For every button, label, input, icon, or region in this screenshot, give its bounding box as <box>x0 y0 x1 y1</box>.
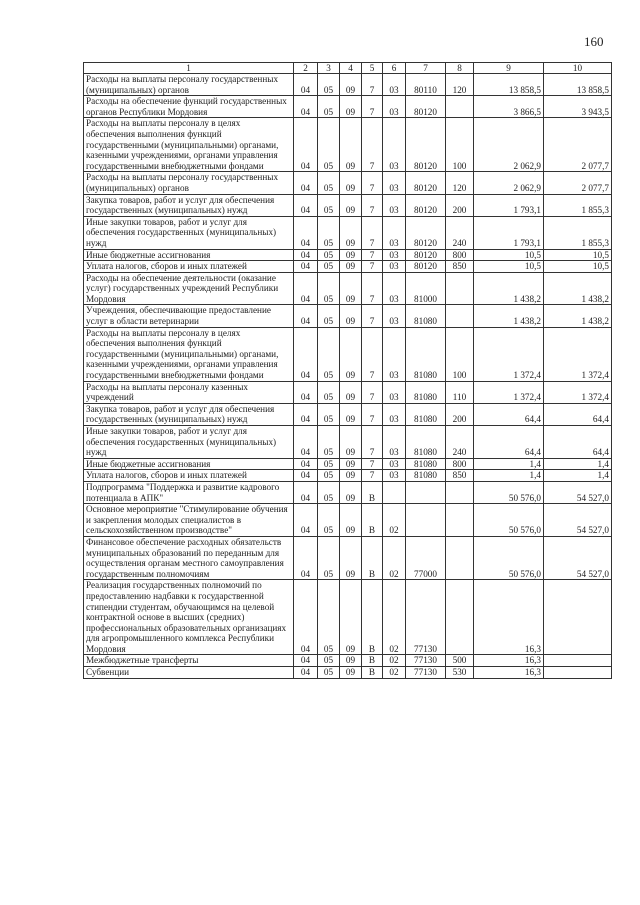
code-cell: 200 <box>446 403 474 425</box>
code-cell: 03 <box>383 172 406 194</box>
amount-cell: 54 527,0 <box>544 536 612 579</box>
code-cell: 03 <box>383 261 406 273</box>
amount-cell: 3 866,5 <box>474 96 544 118</box>
code-cell: 7 <box>362 261 383 273</box>
code-cell <box>446 580 474 655</box>
code-cell: 03 <box>383 249 406 261</box>
amount-cell: 64,4 <box>544 403 612 425</box>
row-description: Расходы на выплаты персоналу казенных учреждений <box>84 381 294 403</box>
table-row <box>84 327 612 381</box>
code-cell: 81080 <box>406 403 446 425</box>
code-cell: 09 <box>340 261 362 273</box>
code-cell: 04 <box>294 118 318 172</box>
amount-cell: 2 077,7 <box>544 118 612 172</box>
code-cell: 02 <box>383 655 406 667</box>
code-cell <box>446 504 474 537</box>
code-cell: 05 <box>318 74 340 96</box>
code-cell: 77000 <box>406 536 446 579</box>
amount-cell: 16,3 <box>474 580 544 655</box>
column-header: 6 <box>383 63 406 74</box>
code-cell: 100 <box>446 327 474 381</box>
code-cell: 04 <box>294 194 318 216</box>
amount-cell: 50 576,0 <box>474 481 544 503</box>
code-cell: 530 <box>446 667 474 679</box>
code-cell: В <box>362 504 383 537</box>
code-cell: 05 <box>318 403 340 425</box>
amount-cell: 64,4 <box>474 426 544 459</box>
code-cell: 04 <box>294 655 318 667</box>
amount-cell: 1 372,4 <box>544 327 612 381</box>
code-cell: 09 <box>340 536 362 579</box>
code-cell: 02 <box>383 536 406 579</box>
code-cell: 81080 <box>406 470 446 482</box>
code-cell: 7 <box>362 381 383 403</box>
code-cell: 09 <box>340 667 362 679</box>
code-cell: 04 <box>294 327 318 381</box>
table-row <box>84 426 612 459</box>
table-row <box>84 249 612 261</box>
code-cell: 81080 <box>406 426 446 459</box>
code-cell: 09 <box>340 504 362 537</box>
code-cell: 05 <box>318 655 340 667</box>
code-cell: 03 <box>383 381 406 403</box>
code-cell <box>406 504 446 537</box>
code-cell: 02 <box>383 667 406 679</box>
code-cell: 05 <box>318 305 340 327</box>
amount-cell: 2 077,7 <box>544 172 612 194</box>
amount-cell: 2 062,9 <box>474 118 544 172</box>
table-body <box>84 74 612 679</box>
row-description: Иные бюджетные ассигнования <box>84 458 294 470</box>
code-cell: 81000 <box>406 272 446 305</box>
amount-cell <box>544 580 612 655</box>
code-cell: 7 <box>362 74 383 96</box>
code-cell: 09 <box>340 305 362 327</box>
code-cell: 03 <box>383 403 406 425</box>
amount-cell: 1,4 <box>474 458 544 470</box>
code-cell: 240 <box>446 426 474 459</box>
code-cell: 04 <box>294 272 318 305</box>
code-cell: 04 <box>294 504 318 537</box>
amount-cell: 1,4 <box>544 470 612 482</box>
code-cell: 05 <box>318 470 340 482</box>
code-cell: 7 <box>362 403 383 425</box>
table-row <box>84 481 612 503</box>
amount-cell: 10,5 <box>544 249 612 261</box>
table-row <box>84 536 612 579</box>
code-cell: 09 <box>340 458 362 470</box>
code-cell: 04 <box>294 216 318 249</box>
column-header: 10 <box>544 63 612 74</box>
code-cell: 7 <box>362 172 383 194</box>
amount-cell: 3 943,5 <box>544 96 612 118</box>
code-cell: 120 <box>446 172 474 194</box>
code-cell: 81080 <box>406 458 446 470</box>
code-cell: 03 <box>383 96 406 118</box>
column-header: 5 <box>362 63 383 74</box>
column-header: 2 <box>294 63 318 74</box>
code-cell: 7 <box>362 96 383 118</box>
code-cell: 05 <box>318 194 340 216</box>
code-cell: 7 <box>362 458 383 470</box>
code-cell: В <box>362 481 383 503</box>
row-description: Межбюджетные трансферты <box>84 655 294 667</box>
amount-cell: 1,4 <box>544 458 612 470</box>
header-row <box>84 63 612 74</box>
column-header: 1 <box>84 63 294 74</box>
row-description: Уплата налогов, сборов и иных платежей <box>84 470 294 482</box>
code-cell: 05 <box>318 272 340 305</box>
table-row <box>84 74 612 96</box>
budget-table <box>83 62 612 679</box>
code-cell: 80120 <box>406 172 446 194</box>
code-cell: 04 <box>294 481 318 503</box>
code-cell: 04 <box>294 536 318 579</box>
code-cell: 77130 <box>406 580 446 655</box>
code-cell: 800 <box>446 458 474 470</box>
code-cell: 09 <box>340 403 362 425</box>
code-cell: 7 <box>362 216 383 249</box>
amount-cell: 1,4 <box>474 470 544 482</box>
code-cell: 09 <box>340 381 362 403</box>
row-description: Расходы на выплаты персоналу в целях обеспечения выполнения функций государственными (муниципальными) органами, казенными учреждениями, органами управления государственными внебюджетными фондами <box>84 118 294 172</box>
code-cell: 100 <box>446 118 474 172</box>
table-row <box>84 458 612 470</box>
row-description: Подпрограмма "Поддержка и развитие кадрового потенциала в АПК" <box>84 481 294 503</box>
code-cell: 03 <box>383 327 406 381</box>
code-cell: 200 <box>446 194 474 216</box>
code-cell: 03 <box>383 458 406 470</box>
code-cell: 05 <box>318 172 340 194</box>
code-cell: 120 <box>446 74 474 96</box>
table-row <box>84 381 612 403</box>
table-header <box>84 63 612 74</box>
code-cell <box>446 481 474 503</box>
code-cell: 04 <box>294 403 318 425</box>
code-cell: 850 <box>446 470 474 482</box>
code-cell: 05 <box>318 96 340 118</box>
amount-cell: 1 438,2 <box>474 305 544 327</box>
code-cell: 02 <box>383 504 406 537</box>
code-cell: 850 <box>446 261 474 273</box>
code-cell: 81080 <box>406 305 446 327</box>
code-cell: 04 <box>294 580 318 655</box>
amount-cell: 64,4 <box>474 403 544 425</box>
column-header: 9 <box>474 63 544 74</box>
code-cell: 80120 <box>406 216 446 249</box>
amount-cell: 10,5 <box>474 249 544 261</box>
code-cell: 09 <box>340 172 362 194</box>
code-cell: 05 <box>318 118 340 172</box>
code-cell: 03 <box>383 470 406 482</box>
code-cell: 80120 <box>406 96 446 118</box>
code-cell: 03 <box>383 272 406 305</box>
page-number: 160 <box>584 34 604 49</box>
code-cell: 77130 <box>406 667 446 679</box>
code-cell: 05 <box>318 458 340 470</box>
row-description: Уплата налогов, сборов и иных платежей <box>84 261 294 273</box>
amount-cell: 16,3 <box>474 655 544 667</box>
column-header: 7 <box>406 63 446 74</box>
code-cell: 05 <box>318 249 340 261</box>
code-cell: 09 <box>340 272 362 305</box>
code-cell: 03 <box>383 216 406 249</box>
code-cell: 04 <box>294 249 318 261</box>
column-header: 8 <box>446 63 474 74</box>
column-header: 3 <box>318 63 340 74</box>
table-row <box>84 580 612 655</box>
amount-cell: 1 793,1 <box>474 194 544 216</box>
code-cell: 80120 <box>406 249 446 261</box>
row-description: Расходы на обеспечение деятельности (оказание услуг) государственных учреждений Республики Мордовия <box>84 272 294 305</box>
table-row <box>84 470 612 482</box>
code-cell: 09 <box>340 426 362 459</box>
code-cell: 05 <box>318 327 340 381</box>
row-description: Основное мероприятие "Стимулирование обучения и закрепления молодых специалистов в сельскохозяйственном производстве" <box>84 504 294 537</box>
code-cell: 7 <box>362 426 383 459</box>
code-cell <box>446 272 474 305</box>
code-cell: 7 <box>362 327 383 381</box>
amount-cell <box>544 667 612 679</box>
amount-cell <box>544 655 612 667</box>
code-cell: 09 <box>340 96 362 118</box>
code-cell: 05 <box>318 426 340 459</box>
amount-cell: 1 855,3 <box>544 194 612 216</box>
code-cell: 110 <box>446 381 474 403</box>
amount-cell: 54 527,0 <box>544 504 612 537</box>
code-cell: 03 <box>383 118 406 172</box>
code-cell: 09 <box>340 118 362 172</box>
code-cell: 05 <box>318 261 340 273</box>
row-description: Реализация государственных полномочий по предоставлению надбавки к государственной стипендии студентам, обучающимся на целевой контрактной основе в высших (средних) профессиональных образовательных организациях для агропромышленного комплекса Республики Мордовия <box>84 580 294 655</box>
table-row <box>84 667 612 679</box>
amount-cell: 1 438,2 <box>544 305 612 327</box>
code-cell: В <box>362 536 383 579</box>
amount-cell: 1 372,4 <box>474 381 544 403</box>
code-cell: 7 <box>362 470 383 482</box>
table-row <box>84 655 612 667</box>
code-cell: 09 <box>340 481 362 503</box>
code-cell: 81080 <box>406 381 446 403</box>
code-cell <box>383 481 406 503</box>
row-description: Расходы на выплаты персоналу государственных (муниципальных) органов <box>84 74 294 96</box>
code-cell: 03 <box>383 305 406 327</box>
code-cell: 03 <box>383 194 406 216</box>
code-cell: 05 <box>318 381 340 403</box>
amount-cell: 50 576,0 <box>474 504 544 537</box>
amount-cell: 1 793,1 <box>474 216 544 249</box>
amount-cell: 16,3 <box>474 667 544 679</box>
code-cell: 80120 <box>406 261 446 273</box>
code-cell: 09 <box>340 655 362 667</box>
amount-cell: 1 855,3 <box>544 216 612 249</box>
row-description: Расходы на выплаты персоналу в целях обеспечения выполнения функций государственными (муниципальными) органами, казенными учреждениями, органами управления государственными внебюджетными фондами <box>84 327 294 381</box>
code-cell: 09 <box>340 74 362 96</box>
code-cell: 05 <box>318 481 340 503</box>
table-row <box>84 118 612 172</box>
code-cell: 04 <box>294 470 318 482</box>
code-cell: 240 <box>446 216 474 249</box>
code-cell: В <box>362 580 383 655</box>
code-cell: 09 <box>340 194 362 216</box>
amount-cell: 13 858,5 <box>474 74 544 96</box>
code-cell: 04 <box>294 305 318 327</box>
code-cell: 7 <box>362 194 383 216</box>
code-cell: 04 <box>294 458 318 470</box>
code-cell: 04 <box>294 261 318 273</box>
code-cell: 80120 <box>406 118 446 172</box>
row-description: Учреждения, обеспечивающие предоставление услуг в области ветеринарии <box>84 305 294 327</box>
table-row <box>84 96 612 118</box>
row-description: Закупка товаров, работ и услуг для обеспечения государственных (муниципальных) нужд <box>84 403 294 425</box>
row-description: Иные закупки товаров, работ и услуг для обеспечения государственных (муниципальных) нужд <box>84 216 294 249</box>
code-cell: 09 <box>340 327 362 381</box>
code-cell: 02 <box>383 580 406 655</box>
table-row <box>84 172 612 194</box>
code-cell: 09 <box>340 249 362 261</box>
table-row <box>84 272 612 305</box>
code-cell: 03 <box>383 426 406 459</box>
amount-cell: 1 438,2 <box>474 272 544 305</box>
table-row <box>84 216 612 249</box>
code-cell: 800 <box>446 249 474 261</box>
row-description: Расходы на обеспечение функций государственных органов Республики Мордовия <box>84 96 294 118</box>
code-cell: 7 <box>362 272 383 305</box>
row-description: Расходы на выплаты персоналу государственных (муниципальных) органов <box>84 172 294 194</box>
code-cell: 09 <box>340 216 362 249</box>
amount-cell: 64,4 <box>544 426 612 459</box>
code-cell: В <box>362 667 383 679</box>
code-cell: 04 <box>294 667 318 679</box>
table-row <box>84 305 612 327</box>
code-cell: 03 <box>383 74 406 96</box>
code-cell: 05 <box>318 504 340 537</box>
amount-cell: 10,5 <box>474 261 544 273</box>
column-header: 4 <box>340 63 362 74</box>
code-cell: 05 <box>318 667 340 679</box>
code-cell: В <box>362 655 383 667</box>
amount-cell: 1 438,2 <box>544 272 612 305</box>
code-cell: 09 <box>340 580 362 655</box>
code-cell: 04 <box>294 96 318 118</box>
amount-cell: 54 527,0 <box>544 481 612 503</box>
code-cell: 81080 <box>406 327 446 381</box>
table-row <box>84 403 612 425</box>
row-description: Субвенции <box>84 667 294 679</box>
code-cell: 05 <box>318 580 340 655</box>
code-cell: 500 <box>446 655 474 667</box>
code-cell <box>446 536 474 579</box>
row-description: Закупка товаров, работ и услуг для обеспечения государственных (муниципальных) нужд <box>84 194 294 216</box>
amount-cell: 1 372,4 <box>474 327 544 381</box>
code-cell: 09 <box>340 470 362 482</box>
code-cell: 7 <box>362 249 383 261</box>
code-cell: 80110 <box>406 74 446 96</box>
amount-cell: 10,5 <box>544 261 612 273</box>
code-cell: 04 <box>294 172 318 194</box>
code-cell: 04 <box>294 381 318 403</box>
table-row <box>84 261 612 273</box>
row-description: Иные закупки товаров, работ и услуг для обеспечения государственных (муниципальных) нужд <box>84 426 294 459</box>
code-cell: 80120 <box>406 194 446 216</box>
amount-cell: 13 858,5 <box>544 74 612 96</box>
code-cell: 04 <box>294 74 318 96</box>
code-cell: 7 <box>362 118 383 172</box>
code-cell: 05 <box>318 536 340 579</box>
table-row <box>84 504 612 537</box>
code-cell <box>446 96 474 118</box>
row-description: Иные бюджетные ассигнования <box>84 249 294 261</box>
amount-cell: 1 372,4 <box>544 381 612 403</box>
code-cell <box>446 305 474 327</box>
code-cell: 7 <box>362 305 383 327</box>
table-row <box>84 194 612 216</box>
row-description: Финансовое обеспечение расходных обязательств муниципальных образований по переданным для осуществления органам местного самоуправления государственным полномочиям <box>84 536 294 579</box>
code-cell <box>406 481 446 503</box>
amount-cell: 50 576,0 <box>474 536 544 579</box>
code-cell: 05 <box>318 216 340 249</box>
amount-cell: 2 062,9 <box>474 172 544 194</box>
code-cell: 04 <box>294 426 318 459</box>
code-cell: 77130 <box>406 655 446 667</box>
